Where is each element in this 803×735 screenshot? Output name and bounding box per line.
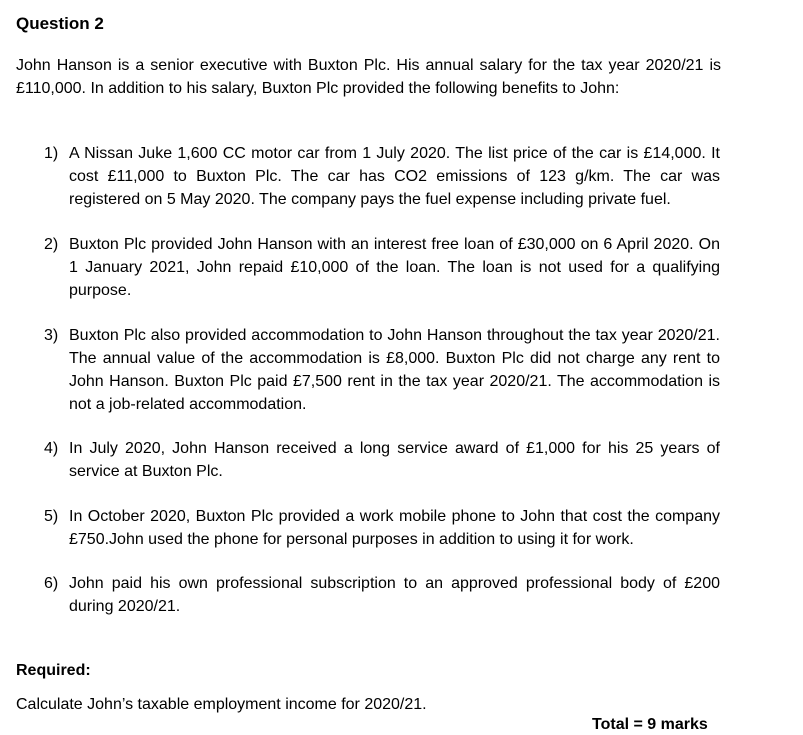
list-item — [44, 505, 720, 551]
item-number: 1) — [44, 145, 59, 162]
item-text: Buxton Plc also provided accommodation to John Hanson throughout the tax year 2020/21. The annual value of the accommodation is £8,000. Buxton Plc did not charge any rent to John Hanson. Buxton Plc paid £7,500 rent in the tax year 2020/21. The accommodation is not a job-related accommodation. — [69, 327, 720, 413]
list-item — [44, 324, 720, 416]
item-number: 2) — [44, 236, 59, 253]
benefits-list — [44, 142, 720, 618]
list-item — [44, 142, 720, 211]
required-label: Required: — [16, 662, 91, 679]
item-text: John paid his own professional subscription to an approved professional body of £200 during 2020/21. — [69, 575, 720, 615]
question-heading: Question 2 — [16, 14, 104, 33]
item-text: In October 2020, Buxton Plc provided a work mobile phone to John that cost the company £750.John used the phone for personal purposes in addition to using it for work. — [69, 508, 720, 548]
task-instruction: Calculate John’s taxable employment income for 2020/21. — [16, 696, 427, 713]
item-number: 5) — [44, 508, 59, 525]
list-item — [44, 572, 720, 618]
item-number: 6) — [44, 575, 59, 592]
item-number: 4) — [44, 440, 59, 457]
list-item — [44, 233, 720, 302]
item-text: Buxton Plc provided John Hanson with an interest free loan of £30,000 on 6 April 2020. On 1 January 2021, John repaid £10,000 of the loan. The loan is not used for a qualifying purpose. — [69, 236, 720, 299]
item-text: In July 2020, John Hanson received a long service award of £1,000 for his 25 years of service at Buxton Plc. — [69, 440, 720, 480]
question-intro: John Hanson is a senior executive with Buxton Plc. His annual salary for the tax year 2020/21 is £110,000. In addition to his salary, Buxton Plc provided the following benefits to John: — [16, 57, 721, 97]
item-number: 3) — [44, 327, 59, 344]
list-item — [44, 437, 720, 483]
item-text: A Nissan Juke 1,600 CC motor car from 1 July 2020. The list price of the car is £14,000. It cost £11,000 to Buxton Plc. The car has CO2 emissions of 123 g/km. The car was registered on 5 May 2020. The company pays the fuel expense including private fuel. — [69, 145, 720, 208]
total-marks: Total = 9 marks — [592, 716, 708, 733]
